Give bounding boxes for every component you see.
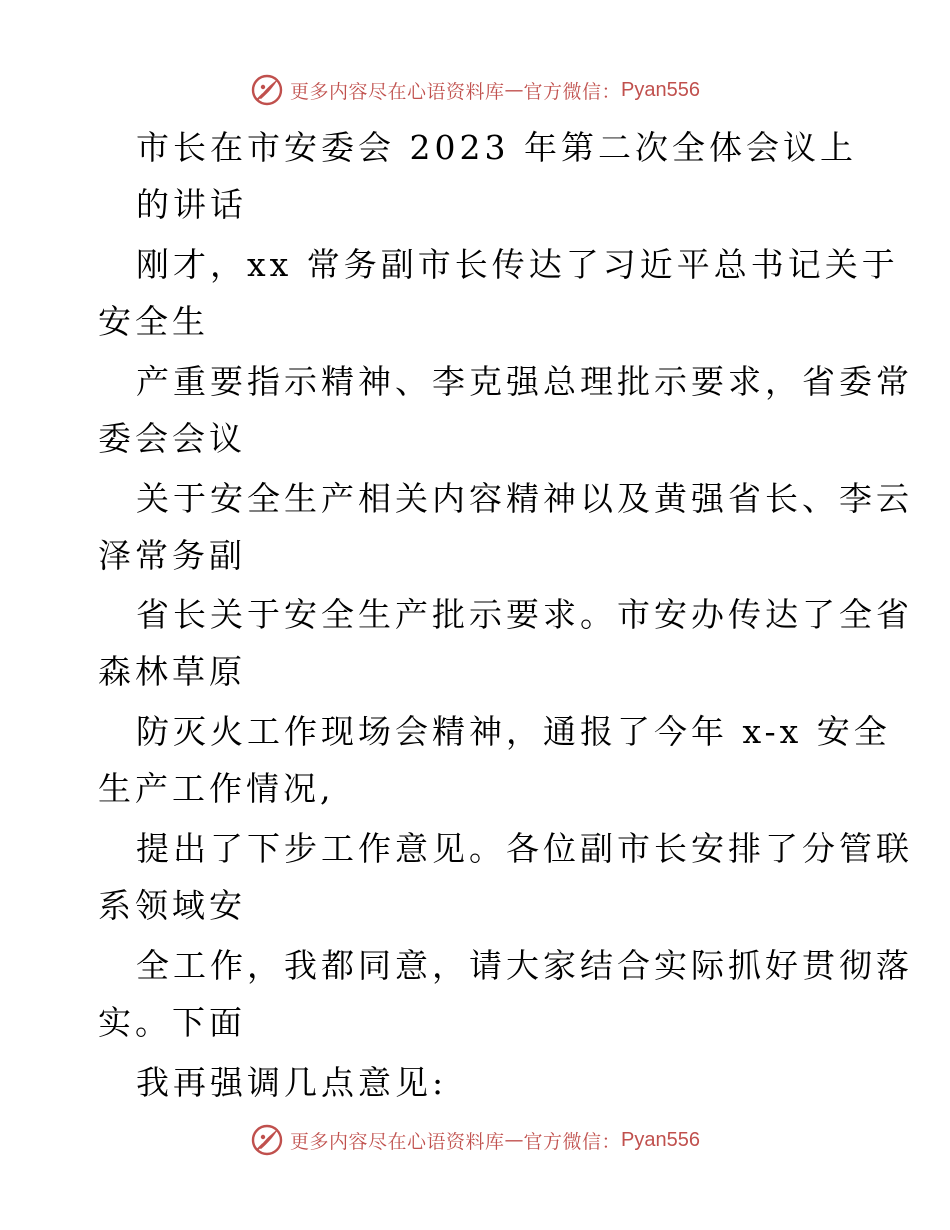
- body-line: 关于安全生产相关内容精神以及黄强省长、李云: [136, 479, 913, 518]
- body-line: 森林草原: [98, 652, 246, 691]
- body-line: 全工作，我都同意，请大家结合实际抓好贯彻落: [136, 946, 913, 985]
- header-watermark: [0, 70, 950, 110]
- watermark-text: 更多内容尽在心语资料库: [290, 1130, 505, 1153]
- body-line: 产重要指示精神、李克强总理批示要求，省委常: [136, 362, 913, 401]
- watermark-id: Pyan556: [621, 78, 700, 101]
- quill-seal-icon: [250, 1123, 284, 1157]
- body-line: 安全生: [98, 302, 209, 341]
- body-line: 我再强调几点意见:: [136, 1063, 448, 1102]
- quill-seal-icon: [250, 73, 284, 107]
- footer-watermark: [0, 1120, 950, 1160]
- body-line: 实。下面: [98, 1003, 246, 1042]
- body-line: 刚才，xx 常务副市长传达了习近平总书记关于: [136, 245, 899, 284]
- title-line-1: 市长在市安委会 2023 年第二次全体会议上: [136, 128, 857, 167]
- body-line: 委会会议: [98, 419, 246, 458]
- watermark-id: Pyan556: [621, 1128, 700, 1151]
- watermark-separator: —: [504, 79, 524, 101]
- watermark-label: 官方微信：: [523, 1130, 622, 1153]
- body-line: 生产工作情况,: [98, 769, 335, 808]
- body-line: 泽常务副: [98, 536, 246, 575]
- watermark-label: 官方微信：: [523, 80, 622, 103]
- title-line-2: 的讲话: [136, 185, 247, 224]
- body-line: 系领域安: [98, 886, 246, 925]
- watermark-text: 更多内容尽在心语资料库: [290, 80, 505, 103]
- body-line: 防灭火工作现场会精神，通报了今年 x-x 安全: [136, 712, 891, 751]
- body-line: 提出了下步工作意见。各位副市长安排了分管联: [136, 829, 913, 868]
- watermark-separator: —: [504, 1129, 524, 1151]
- body-line: 省长关于安全生产批示要求。市安办传达了全省: [136, 595, 913, 634]
